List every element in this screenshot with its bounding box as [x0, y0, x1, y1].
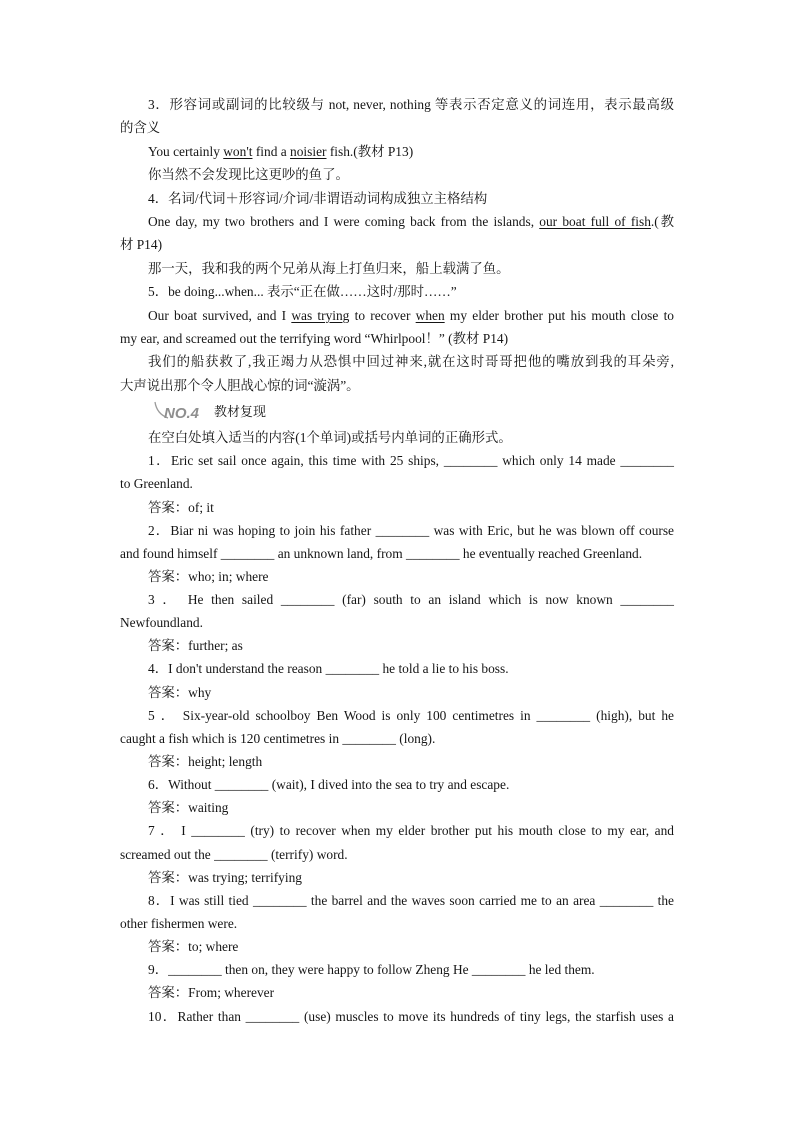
answer-label: 答案： — [148, 985, 189, 1001]
example-text: .(教 — [650, 213, 674, 229]
exercise-3-line-2: Newfoundland. — [120, 615, 203, 631]
exercise-4-line-1: 4．I don't understand the reason ________ he told a lie to his boss. — [148, 661, 509, 677]
exercise-9-answer — [120, 981, 674, 1004]
grammar-4-example-cont: 材 P14) — [120, 237, 163, 253]
answer-label: 答案： — [148, 638, 189, 654]
exercise-5-line-1: 5 ． Six-year-old schoolboy Ben Wood is only 100 centimetres in ________ (high), but he — [148, 707, 674, 723]
section-badge-logo — [153, 400, 211, 424]
example-text: Our boat survived, and I — [148, 307, 292, 323]
answer-text: of; it — [188, 499, 214, 515]
exercise-section — [120, 426, 674, 1028]
exercise-7-answer — [120, 866, 674, 889]
grammar-3-translation: 你当然不会发现比这更吵的鱼了。 — [148, 167, 349, 183]
exercise-2-line-2: and found himself ________ an unknown land, from ________ he eventually reached Greenland. — [120, 545, 643, 561]
answer-label: 答案： — [148, 499, 189, 515]
example-underlined: was trying — [291, 307, 350, 323]
answer-text: height; length — [188, 754, 263, 770]
exercise-instruction: 在空白处填入适当的内容(1个单词)或括号内单词的正确形式。 — [148, 430, 512, 446]
exercise-8-answer — [120, 935, 674, 958]
grammar-5-example — [120, 304, 674, 327]
answer-text: From; wherever — [188, 985, 275, 1001]
grammar-4-translation: 那一天，我和我的两个兄弟从海上打鱼归来，船上载满了鱼。 — [148, 260, 510, 276]
grammar-4-example — [120, 210, 674, 233]
exercise-8-line-2: other fishermen were. — [120, 916, 238, 932]
exercise-6-answer — [120, 796, 674, 819]
example-underlined: when — [415, 307, 445, 323]
exercise-7-line-2: screamed out the ________ (terrify) word. — [120, 846, 348, 862]
answer-text: was trying; terrifying — [188, 869, 302, 885]
answer-label: 答案： — [148, 800, 189, 816]
answer-text: who; in; where — [188, 568, 269, 584]
grammar-5-translation: 我们的船获救了,我正竭力从恐惧中回过神来,就在这时哥哥把他的嘴放到我的耳朵旁, — [148, 354, 674, 370]
example-underlined: noisier — [290, 143, 327, 159]
section-heading — [120, 397, 674, 426]
exercise-7-line-1: 7 ． I ________ (try) to recover when my elder brother put his mouth close to my ear, and — [148, 823, 674, 839]
grammar-5-heading: 5．be doing...when... 表示“正在做……这时/那时……” — [148, 284, 457, 300]
example-text: my elder brother put his mouth close to — [444, 307, 674, 323]
example-text: One day, my two brothers and I were coming back from the islands, — [148, 213, 540, 229]
answer-label: 答案： — [148, 869, 189, 885]
exercise-6-line-1: 6．Without ________ (wait), I dived into the sea to try and escape. — [148, 777, 510, 793]
exercise-10-line-1: 10．Rather than ________ (use) muscles to move its hundreds of tiny legs, the starfish uses a — [148, 1008, 674, 1024]
exercise-3-answer — [120, 634, 674, 657]
exercise-5-answer — [120, 750, 674, 773]
answer-text: why — [188, 684, 212, 700]
grammar-5-example-cont: my ear, and screamed out the terrifying word “Whirlpool！” (教材 P14) — [120, 330, 509, 346]
exercise-8-line-1: 8．I was still tied ________ the barrel and the waves soon carried me to an area ________ the — [148, 892, 674, 908]
grammar-4-heading: 4．名词/代词＋形容词/介词/非谓语动词构成独立主格结构 — [148, 190, 488, 206]
answer-label: 答案： — [148, 754, 189, 770]
example-text: You certainly — [148, 143, 224, 159]
example-text: find a — [252, 143, 291, 159]
answer-label: 答案： — [148, 939, 189, 955]
answer-label: 答案： — [148, 568, 189, 584]
example-underlined: won't — [223, 143, 253, 159]
example-underlined: our boat full of fish — [539, 213, 651, 229]
answer-text: to; where — [188, 939, 239, 955]
grammar-3-heading-cont: 的含义 — [120, 120, 161, 136]
answer-text: waiting — [188, 800, 229, 816]
example-text: to recover — [349, 307, 416, 323]
grammar-section — [120, 93, 674, 397]
exercise-2-line-1: 2．Biar ni was hoping to join his father ________ was with Eric, but he was blown off course — [148, 522, 674, 538]
exercise-3-line-1: 3 ． He then sailed ________ (far) south to an island which is now known ________ — [148, 592, 674, 608]
grammar-3-example — [120, 140, 674, 163]
section-badge: NO.4 — [164, 404, 200, 422]
exercise-2-answer — [120, 565, 674, 588]
exercise-1-line-1: 1．Eric set sail once again, this time with 25 ships, ________ which only 14 made ________ — [148, 453, 674, 469]
document-page — [120, 93, 674, 1028]
exercise-1-line-2: to Greenland. — [120, 476, 193, 492]
grammar-3-heading: 3．形容词或副词的比较级与 not, never, nothing 等表示否定意义的词连用，表示最高级 — [148, 97, 674, 112]
answer-text: further; as — [188, 638, 243, 654]
exercise-4-answer — [120, 681, 674, 704]
section-title: 教材复现 — [214, 404, 267, 420]
exercise-5-line-2: caught a fish which is 120 centimetres in ________ (long). — [120, 730, 436, 746]
grammar-5-translation-cont: 大声说出那个令人胆战心惊的词“漩涡”。 — [120, 377, 360, 393]
answer-label: 答案： — [148, 684, 189, 700]
exercise-1-answer — [120, 496, 674, 519]
example-text: fish.(教材 P13) — [326, 143, 414, 159]
exercise-9-line-1: 9．________ then on, they were happy to follow Zheng He ________ he led them. — [148, 962, 595, 978]
